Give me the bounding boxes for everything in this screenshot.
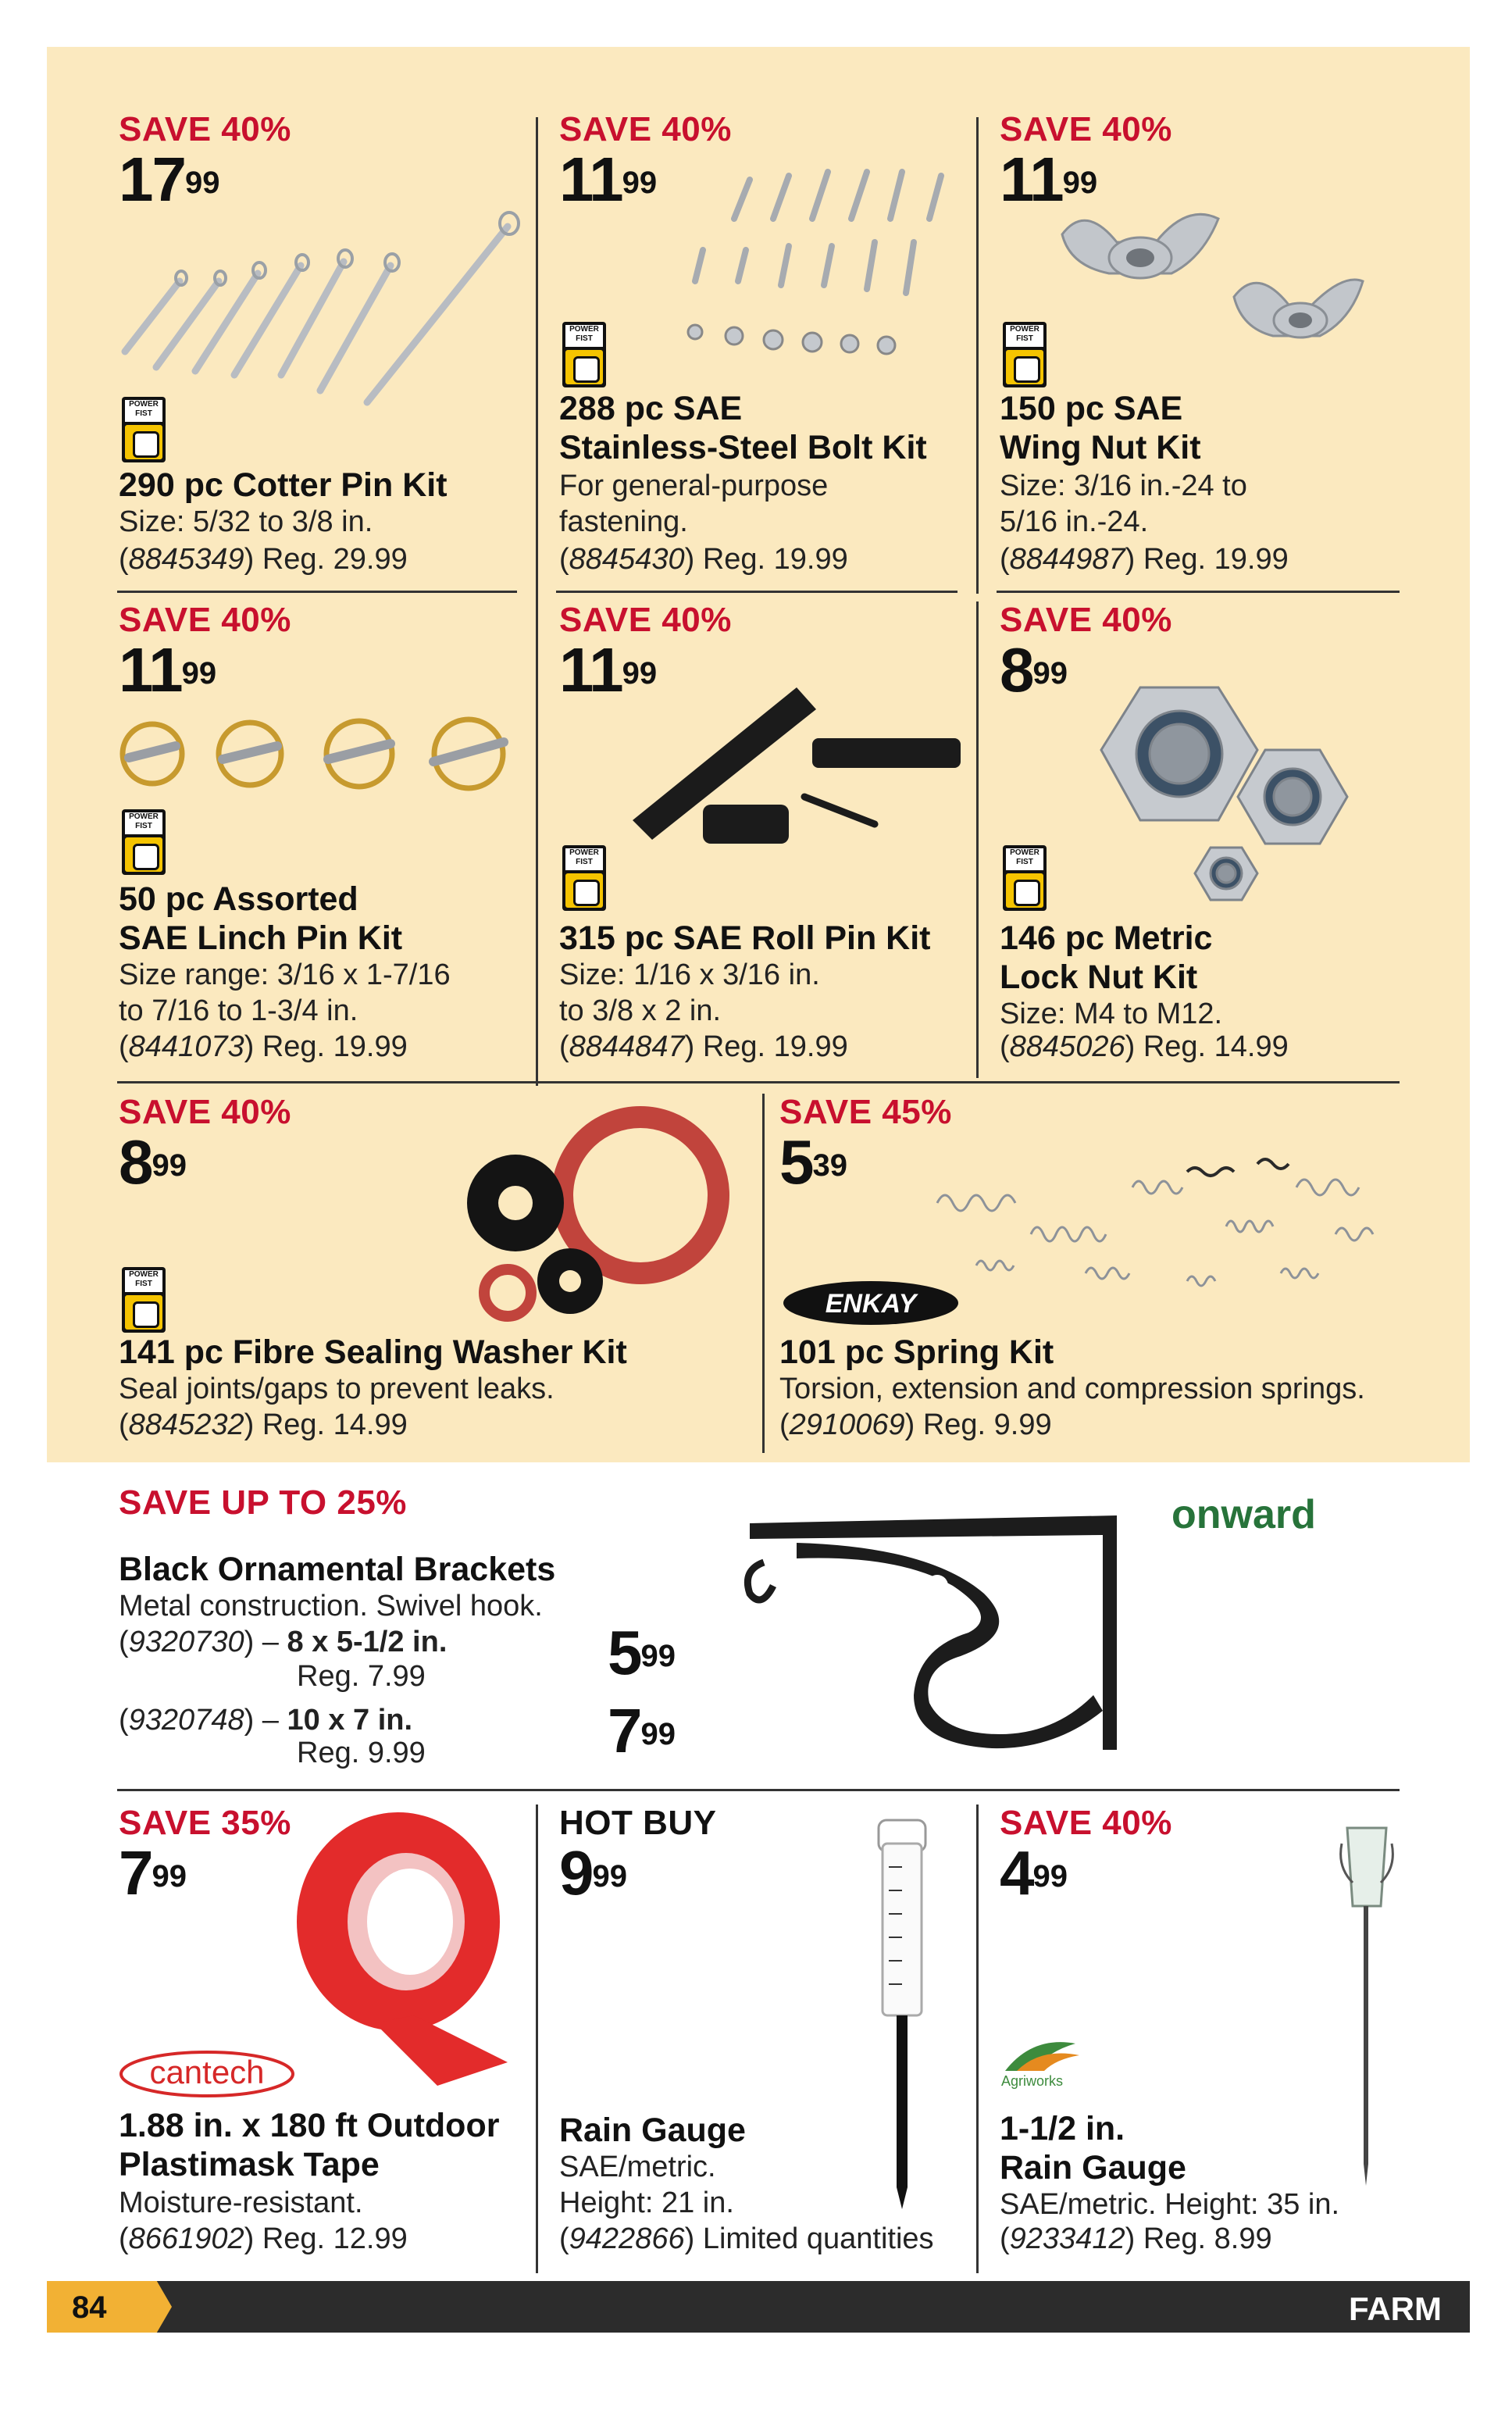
product-name: Stainless-Steel Bolt Kit [559,429,927,466]
divider [556,591,957,593]
section-label: FARM [1349,2290,1442,2327]
product-sku: (8441073) Reg. 19.99 [119,1030,408,1063]
product-sku: (8844847) Reg. 19.99 [559,1030,848,1063]
product-name: 50 pc Assorted [119,880,358,918]
product-name: 141 pc Fibre Sealing Washer Kit [119,1333,627,1371]
product-name: Wing Nut Kit [1000,429,1201,466]
price: $7^{99}$ [119,1838,187,1908]
power-fist-logo: POWER FIST [122,397,166,462]
save-badge: SAVE 40% [1000,1804,1172,1842]
save-badge: SAVE 40% [1000,110,1172,148]
price: $4^{99}$ [1000,1838,1068,1908]
product-desc: Height: 21 in. [559,2186,734,2219]
product-name: Rain Gauge [1000,2149,1186,2186]
bolt-kit-image [672,164,968,375]
price: $8^{99}$ [1000,635,1068,705]
product-sku: (8845430) Reg. 19.99 [559,543,848,576]
product-sku: (8844987) Reg. 19.99 [1000,543,1289,576]
divider [762,1094,765,1453]
product-desc: 5/16 in.-24. [1000,505,1149,538]
power-fist-logo: POWER FIST [562,322,606,387]
wing-nut-image [1054,187,1367,359]
product-sku: (9422866) Limited quantities [559,2222,934,2255]
agriworks-logo [1001,2028,1095,2090]
product-name: 101 pc Spring Kit [779,1333,1054,1371]
divider [976,602,979,1078]
decorative-rain-gauge-image [1335,1820,1398,2187]
bracket-image [726,1500,1132,1758]
product-name: Plastimask Tape [119,2146,380,2183]
product-desc: Torsion, extension and compression springs. [779,1373,1365,1405]
save-badge: SAVE 35% [119,1804,291,1842]
power-fist-logo: POWER FIST [122,809,166,875]
product-desc: For general-purpose [559,469,829,502]
page-number-tab [47,2281,172,2333]
product-desc: SAE/metric. Height: 35 in. [1000,2188,1340,2221]
product-desc: SAE/metric. [559,2151,716,2183]
washer-image [453,1109,750,1328]
bracket-variant-2-price: $7^{99}$ [608,1696,676,1765]
product-name: 150 pc SAE [1000,390,1183,427]
tape-image [281,1805,515,2094]
product-name: Lock Nut Kit [1000,958,1198,996]
product-name: 1.88 in. x 180 ft Outdoor [119,2107,500,2144]
save-badge: SAVE 40% [559,110,732,148]
lock-nut-image [1070,672,1382,922]
rain-gauge-image [867,1820,937,2211]
price: $11^{99}$ [119,635,217,705]
divider [536,117,538,1086]
product-desc: to 7/16 to 1-3/4 in. [119,994,358,1027]
divider [976,117,979,594]
product-name: 290 pc Cotter Pin Kit [119,466,448,504]
cotter-pin-image [117,211,523,414]
product-name: 315 pc SAE Roll Pin Kit [559,919,931,957]
product-sku: (9233412) Reg. 8.99 [1000,2222,1272,2255]
save-badge: SAVE 40% [1000,601,1172,639]
bracket-variant-2: (9320748) – 10 x 7 in. [119,1704,413,1737]
price: $11^{99}$ [1000,145,1098,214]
save-badge: SAVE 40% [559,601,732,639]
divider [536,1805,538,2273]
product-name: 1-1/2 in. [1000,2110,1125,2147]
product-name: 146 pc Metric [1000,919,1213,957]
divider [997,591,1400,593]
onward-logo-text: onward [1171,1492,1316,1537]
enkay-logo [781,1280,961,1326]
roll-pin-image [617,672,961,851]
product-sku: (8845349) Reg. 29.99 [119,543,408,576]
divider [117,1789,1400,1791]
agriworks-logo-text: Agriworks [1001,2073,1064,2089]
product-desc: Metal construction. Swivel hook. [119,1590,543,1622]
spring-kit-image [929,1141,1398,1312]
product-desc: Size: 1/16 x 3/16 in. [559,958,820,991]
price: $9^{99}$ [559,1838,627,1908]
save-badge: HOT BUY [559,1804,717,1842]
bracket-variant-1-reg: Reg. 7.99 [297,1660,426,1693]
price: $17^{99}$ [119,145,220,214]
price: $11^{99}$ [559,635,658,705]
power-fist-logo: POWER FIST [122,1267,166,1333]
product-sku: (8845026) Reg. 14.99 [1000,1030,1289,1063]
enkay-logo-text: ENKAY [825,1289,917,1319]
save-badge: SAVE UP TO 25% [119,1483,407,1522]
product-name: Rain Gauge [559,2112,746,2149]
price: $8^{99}$ [119,1127,187,1197]
bracket-variant-1-price: $5^{99}$ [608,1618,676,1687]
product-name: SAE Linch Pin Kit [119,919,403,957]
product-desc: Moisture-resistant. [119,2186,363,2219]
product-desc: Size: 5/32 to 3/8 in. [119,505,373,538]
onward-logo [1171,1494,1390,1537]
power-fist-logo: POWER FIST [1003,845,1047,911]
page-number: 84 [72,2290,107,2325]
cantech-logo-text: cantech [149,2054,265,2090]
product-desc: fastening. [559,505,688,538]
product-ornamental-brackets[interactable] [119,1484,712,1781]
product-sku: (8661902) Reg. 12.99 [119,2222,408,2255]
power-fist-logo: POWER FIST [562,845,606,911]
product-name: 288 pc SAE [559,390,743,427]
product-sku: (8845232) Reg. 14.99 [119,1408,408,1441]
price: $5^{39}$ [779,1127,847,1197]
bracket-variant-1: (9320730) – 8 x 5-1/2 in. [119,1626,448,1658]
power-fist-logo: POWER FIST [1003,322,1047,387]
product-desc: Size: M4 to M12. [1000,998,1223,1030]
product-name: Black Ornamental Brackets [119,1551,556,1588]
save-badge: SAVE 40% [119,110,291,148]
save-badge: SAVE 45% [779,1093,952,1131]
divider [117,591,517,593]
footer-bar [47,2281,1470,2333]
divider [117,1081,1400,1083]
save-badge: SAVE 40% [119,1093,291,1131]
save-badge: SAVE 40% [119,601,291,639]
divider [976,1805,979,2273]
price: $11^{99}$ [559,145,658,214]
product-sku: (2910069) Reg. 9.99 [779,1408,1052,1441]
linch-pin-image [117,711,523,797]
product-desc: to 3/8 x 2 in. [559,994,722,1027]
product-desc: Seal joints/gaps to prevent leaks. [119,1373,555,1405]
product-desc: Size: 3/16 in.-24 to [1000,469,1247,502]
bracket-variant-2-reg: Reg. 9.99 [297,1737,426,1769]
product-linch-pin-kit[interactable] [119,602,525,1070]
product-desc: Size range: 3/16 x 1-7/16 [119,958,451,991]
cantech-logo [117,2047,305,2101]
